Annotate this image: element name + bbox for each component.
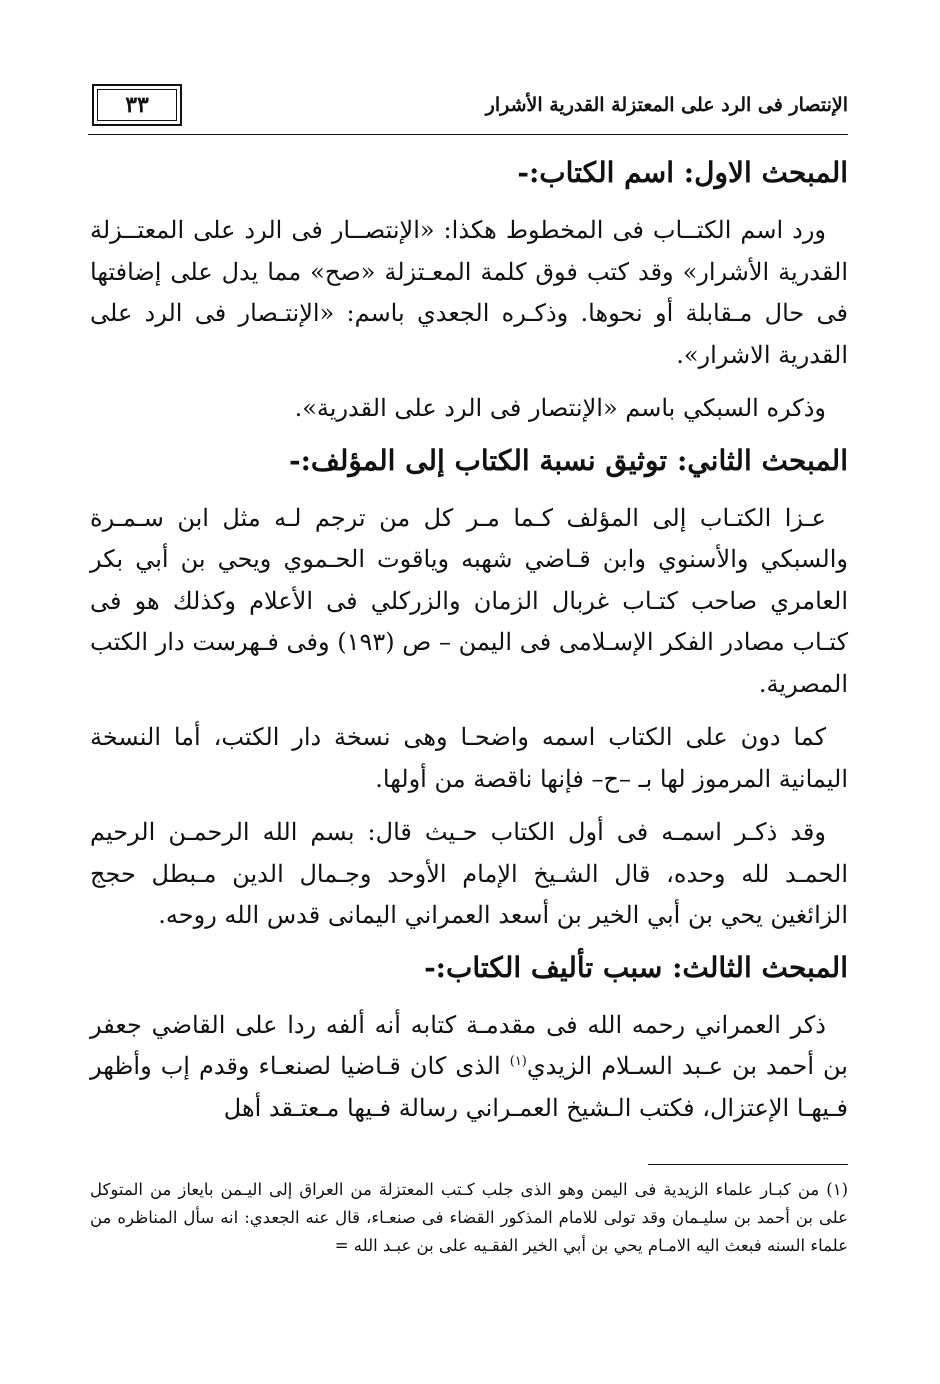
page-header: [88, 84, 848, 128]
footnote: (١) من كبـار علماء الزيدية فى اليمن وهو الذى جلب كـتب المعتزلة من العراق إلى اليـمن بايعاز من المتوكل على بن أحمد بن سليـمان وقد تولى للامام المذكور القضاء فى صنعـاء، قال عنه الجعدي: انه سأل المناظره من علماء السنه فبعث اليه الامـام يحي بن أبي الخير الفقـيه على بن عبـد الله =: [90, 1180, 848, 1255]
section-heading-1: المبحث الاول: اسم الكتاب:-: [517, 156, 848, 189]
section-heading-2: المبحث الثاني: توثيق نسبة الكتاب إلى المؤلف:-: [288, 443, 848, 477]
paragraph: عـزا الكتـاب إلى المؤلف كـما مـر كل من ترجم لـه مثل ابن سـمـرة والسبكي والأسنوي وابن قـاضي شهبه وياقوت الحـموي ويحي بن أبي بكر العامري صاحب كتـاب غربال الزمان والزركلي فى الأعلام وكذلك هو فى كتـاب مصادر الفكر الإسـلامى فى اليمن – ص (١٩٣) وفى فـهرست دار الكتب المصرية.: [90, 503, 848, 698]
paragraph: ورد اسم الكتــاب فى المخطوط هكذا: «الإنتصــار فى الرد على المعتــزلة القدرية الأشرار» وقد كتب فوق كلمة المعـتزلة «صح» مما يدل على إضافتها فى حال مـقابلة أو نحوها. وذكـره الجعدي باسم: «الإنتـصار فى الرد على القدرية الاشرار».: [90, 216, 848, 369]
paragraph-text: الذى كان قـاضيا لصنعـاء وقدم إب وأظهر فـيهـا الإعتزال، فكتب الـشيخ العمـراني رسالة فـيها مـعتـقد أهل: [90, 1052, 848, 1122]
section-heading-3: المبحث الثالث: سبب تأليف الكتاب:-: [424, 950, 848, 984]
main-text: [90, 148, 848, 1129]
header-divider: [88, 134, 848, 135]
footnote-reference: (١): [509, 1054, 527, 1069]
paragraph: كما دون على الكتاب اسمه واضحـا وهى نسخة دار الكتب، أما النسخة اليمانية المرموز لها بـ –ح– فإنها ناقصة من أولها.: [90, 723, 848, 793]
page-number: ٣٣: [92, 84, 182, 126]
footnote-divider: [648, 1164, 848, 1165]
paragraph: [90, 1005, 848, 1130]
paragraph: وقد ذكـر اسمـه فى أول الكتاب حـيث قال: بسم الله الرحمـن الرحيم الحمـد لله وحده، قال الشـيخ الإمام الأوحد وجـمال الدين مـبطل حجج الزائغين يحي بن أبي الخير بن أسعد العمراني اليمانى قدس الله روحه.: [90, 818, 848, 929]
paragraph-text: ذكر العمراني رحمه الله فى مقدمـة كتابه أنه ألفه ردا على القاضي جعفر بن أحمد بن عـبد السـلام الزيدي: [90, 1010, 848, 1080]
running-title: الإنتصار فى الرد على المعتزلة القدرية الأشرار: [485, 94, 848, 116]
paragraph: وذكره السبكي باسم «الإنتصار فى الرد على القدرية».: [294, 394, 826, 422]
